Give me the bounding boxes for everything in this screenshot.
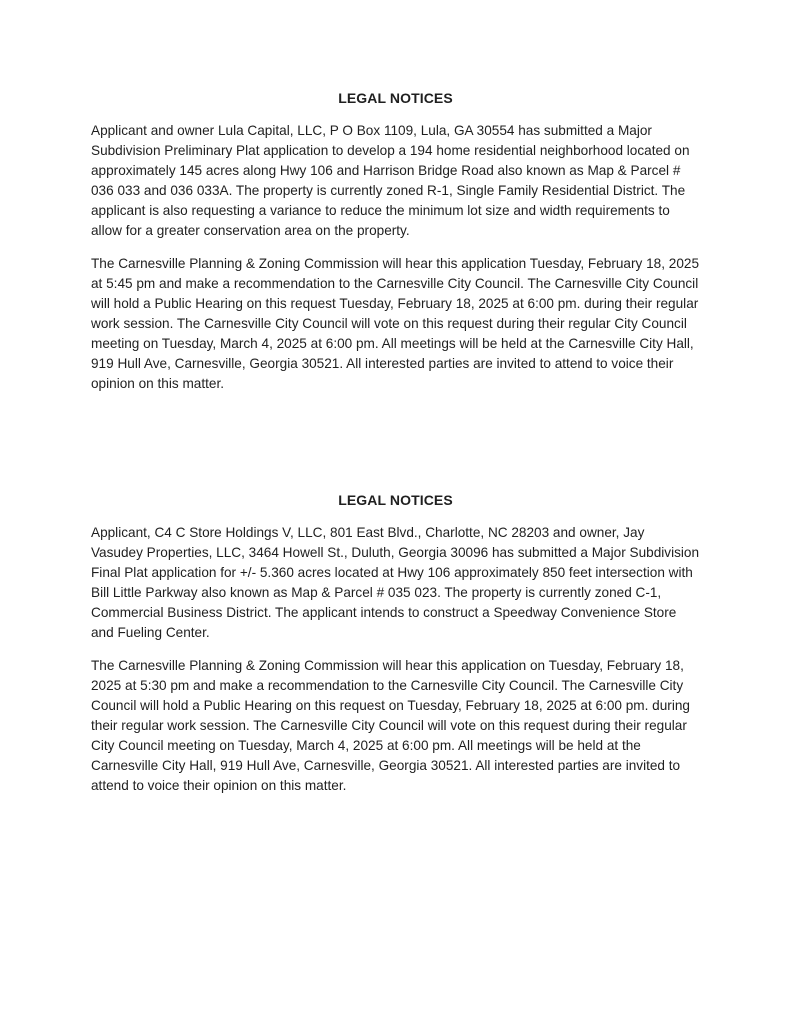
notice-2-paragraph-1: Applicant, C4 C Store Holdings V, LLC, 801 East Blvd., Charlotte, NC 28203 and owner, Jay Vasudey Properties, LLC, 3464 Howell St., Duluth, Georgia 30096 has submitted a Major Subdivision Final Plat application for +/- 5.360 acres located at Hwy 106 approximately 850 feet intersection with Bill Little Parkway also known as Map & Parcel # 035 023. The property is currently zoned C-1, Commercial Business District. The applicant intends to construct a Speedway Convenience Store and Fueling Center. [91,525,700,640]
notice-1-paragraph-2: The Carnesville Planning & Zoning Commission will hear this application Tuesday, February 18, 2025 at 5:45 pm and make a recommendation to the Carnesville City Council. The Carnesville City Council will hold a Public Hearing on this request Tuesday, February 18, 2025 at 6:00 pm. during their regular work session. The Carnesville City Council will vote on this request during their regular City Council meeting on Tuesday, March 4, 2025 at 6:00 pm. All meetings will be held at the Carnesville City Hall, 919 Hull Ave, Carnesville, Georgia 30521. All interested parties are invited to attend to voice their opinion on this matter. [91,256,700,391]
notice-1-paragraph-1: Applicant and owner Lula Capital, LLC, P O Box 1109, Lula, GA 30554 has submitted a Major Subdivision Preliminary Plat application to develop a 194 home residential neighborhood located on approximately 145 acres along Hwy 106 and Harrison Bridge Road also known as Map & Parcel # 036 033 and 036 033A. The property is currently zoned R-1, Single Family Residential District. The applicant is also requesting a variance to reduce the minimum lot size and width requirements to allow for a greater conservation area on the property. [91,123,690,238]
notice-2-paragraph-2: The Carnesville Planning & Zoning Commission will hear this application on Tuesday, February 18, 2025 at 5:30 pm and make a recommendation to the Carnesville City Council. The Carnesville City Council will hold a Public Hearing on this request on Tuesday, February 18, 2025 at 6:00 pm. during their regular work session. The Carnesville City Council will vote on this request during their regular City Council meeting on Tuesday, March 4, 2025 at 6:00 pm. All meetings will be held at the Carnesville City Hall, 919 Hull Ave, Carnesville, Georgia 30521. All interested parties are invited to attend to voice their opinion on this matter. [91,658,690,793]
legal-notices-heading-1: LEGAL NOTICES [338,90,453,106]
legal-notices-heading-2: LEGAL NOTICES [338,492,453,508]
legal-notice-section-1 [91,88,700,394]
legal-notice-section-2 [91,490,700,796]
